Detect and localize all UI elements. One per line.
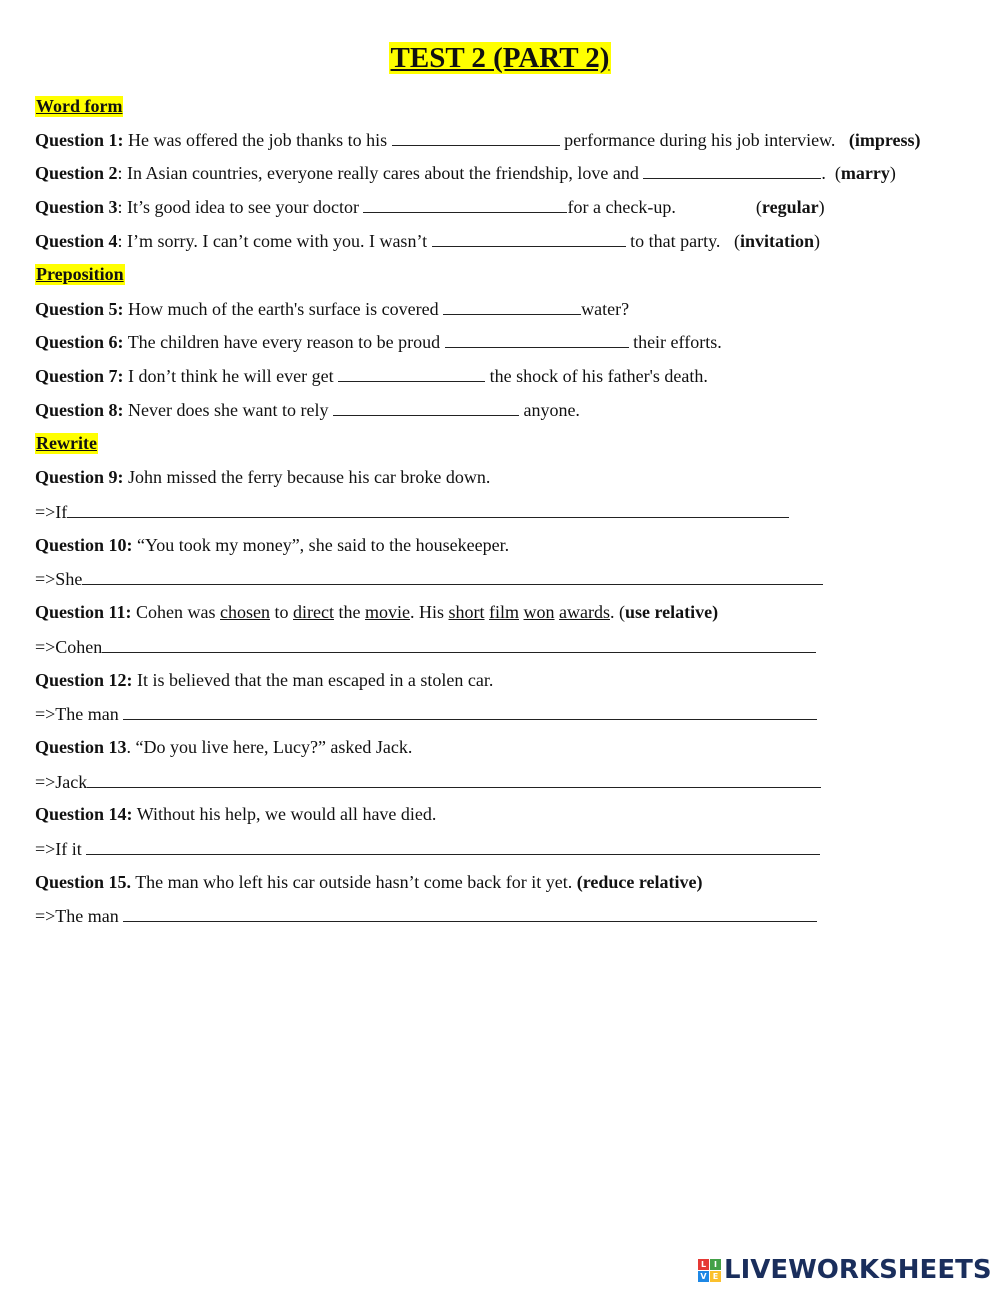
logo-block: I xyxy=(710,1259,721,1270)
word-hint: use relative) xyxy=(625,602,719,622)
question-3: Question 3: It’s good idea to see your doctor for a check-up. (regular) xyxy=(35,197,825,217)
question-label: Question 9: xyxy=(35,467,124,487)
question-label: Question 1: xyxy=(35,130,124,150)
word-hint: (impress) xyxy=(848,130,921,150)
answer-blank[interactable] xyxy=(443,299,581,315)
question-8: Question 8: Never does she want to rely anyone. xyxy=(35,400,580,420)
word-hint: regular xyxy=(761,197,819,217)
answer-blank[interactable] xyxy=(643,163,821,179)
question-5: Question 5: How much of the earth's surface is covered water? xyxy=(35,299,630,319)
logo-blocks-icon xyxy=(698,1259,721,1282)
section-heading-word-form: Word form xyxy=(36,96,123,116)
answer-input[interactable] xyxy=(67,501,789,518)
answer-input[interactable] xyxy=(123,905,817,922)
answer-input[interactable] xyxy=(86,838,820,855)
answer-blank[interactable] xyxy=(338,366,485,382)
answer-line-10 xyxy=(35,568,823,590)
question-label: Question 11: xyxy=(35,602,132,622)
question-2: Question 2: In Asian countries, everyone really cares about the friendship, love and . (marry) xyxy=(35,163,896,183)
question-9: Question 9: John missed the ferry because his car broke down. xyxy=(35,467,491,487)
question-label: Question 12: xyxy=(35,670,133,690)
answer-prefix: =>If it xyxy=(35,839,87,859)
section-heading-preposition: Preposition xyxy=(36,264,124,284)
answer-prefix: =>The man xyxy=(35,704,124,724)
logo-block: V xyxy=(698,1271,709,1282)
answer-line-14 xyxy=(35,838,820,860)
question-label: Question 15. xyxy=(35,872,132,892)
answer-prefix: =>The man xyxy=(35,906,124,926)
question-1: Question 1: He was offered the job thanks to his performance during his job interview. (impress) xyxy=(35,130,921,150)
answer-blank[interactable] xyxy=(392,130,560,146)
question-label: Question 2 xyxy=(35,163,118,183)
page-title: TEST 2 (PART 2) xyxy=(390,42,610,74)
question-label: Question 14: xyxy=(35,804,133,824)
section-heading-rewrite: Rewrite xyxy=(36,433,97,453)
question-11: Question 11: Cohen was chosen to direct the movie. His short film won awards. (use relative) xyxy=(35,602,719,622)
question-label: Question 6: xyxy=(35,332,124,352)
answer-prefix: =>If xyxy=(35,502,68,522)
question-14: Question 14: Without his help, we would all have died. xyxy=(35,804,437,824)
liveworksheets-logo xyxy=(698,1253,992,1287)
question-label: Question 7: xyxy=(35,366,124,386)
answer-prefix: =>Cohen xyxy=(35,637,103,657)
question-12: Question 12: It is believed that the man escaped in a stolen car. xyxy=(35,670,494,690)
question-label: Question 4 xyxy=(35,231,118,251)
answer-blank[interactable] xyxy=(432,231,626,247)
word-hint: invitation xyxy=(739,231,814,251)
word-hint: marry xyxy=(840,163,890,183)
answer-line-15 xyxy=(35,905,817,927)
answer-input[interactable] xyxy=(102,636,816,653)
answer-input[interactable] xyxy=(82,568,823,585)
answer-line-9 xyxy=(35,501,789,523)
answer-line-13 xyxy=(35,771,821,793)
answer-prefix: =>She xyxy=(35,569,83,589)
question-10: Question 10: “You took my money”, she said to the housekeeper. xyxy=(35,535,510,555)
logo-block: L xyxy=(698,1259,709,1270)
question-15: Question 15. The man who left his car outside hasn’t come back for it yet. (reduce relative) xyxy=(35,872,703,892)
answer-blank[interactable] xyxy=(445,332,629,348)
answer-input[interactable] xyxy=(87,771,821,788)
question-label: Question 8: xyxy=(35,400,124,420)
question-label: Question 10: xyxy=(35,535,133,555)
question-label: Question 3 xyxy=(35,197,118,217)
question-7: Question 7: I don’t think he will ever get the shock of his father's death. xyxy=(35,366,708,386)
question-label: Question 13 xyxy=(35,737,127,757)
logo-block: E xyxy=(710,1271,721,1282)
question-6: Question 6: The children have every reason to be proud their efforts. xyxy=(35,332,722,352)
word-hint: (reduce relative) xyxy=(576,872,703,892)
answer-blank[interactable] xyxy=(363,197,567,213)
answer-prefix: =>Jack xyxy=(35,772,88,792)
answer-blank[interactable] xyxy=(333,400,519,416)
answer-line-12 xyxy=(35,703,817,725)
question-4: Question 4: I’m sorry. I can’t come with you. I wasn’t to that party. (invitation) xyxy=(35,231,820,251)
answer-line-11 xyxy=(35,636,816,658)
question-13: Question 13. “Do you live here, Lucy?” asked Jack. xyxy=(35,737,413,757)
logo-text: LIVEWORKSHEETS xyxy=(724,1255,992,1285)
question-label: Question 5: xyxy=(35,299,124,319)
answer-input[interactable] xyxy=(123,703,817,720)
